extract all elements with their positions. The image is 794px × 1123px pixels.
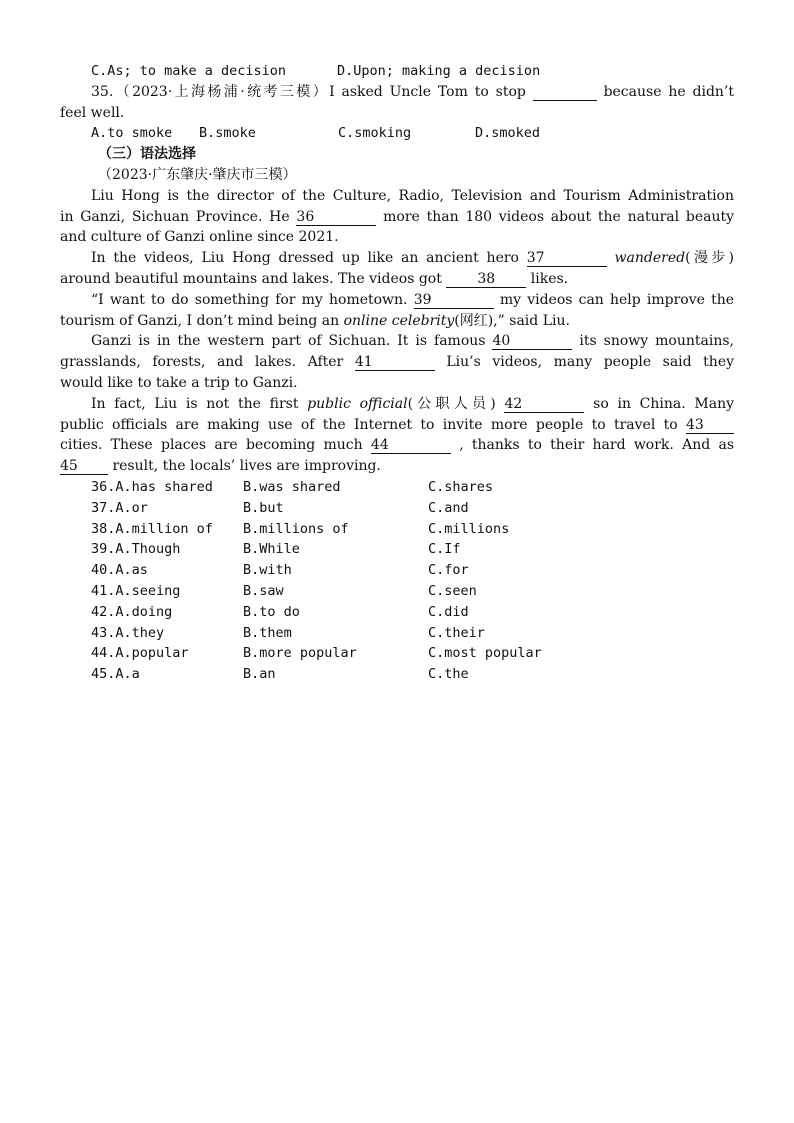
- q35-option-d: D.smoked: [475, 125, 541, 142]
- option-a: 38.A.million of: [91, 520, 213, 537]
- passage-line: “I want to do something for my hometown. 39 my videos can help improve the: [91, 291, 735, 308]
- section-title: （三）语法选择: [98, 146, 196, 163]
- option-a: 39.A.Though: [91, 541, 181, 558]
- q35-option-c: C.smoking: [338, 125, 412, 142]
- option-b: B.but: [243, 499, 284, 516]
- section-source: （2023·广东肇庆·肇庆市三模）: [98, 166, 297, 183]
- passage: [60, 186, 734, 477]
- q34-option-d: D.Upon; making a decision: [337, 63, 541, 79]
- blank-44: 44: [371, 438, 451, 454]
- passage-line: cities. These places are becoming much 44 , thanks to their hard work. And as: [60, 437, 735, 454]
- option-c: C.and: [428, 499, 469, 516]
- option-row: [60, 560, 734, 581]
- option-b: B.to do: [243, 603, 300, 620]
- blank-41: 41: [355, 355, 435, 371]
- q35-stem-cont: feel well.: [60, 104, 125, 121]
- option-b: B.with: [243, 562, 292, 579]
- option-row: [60, 623, 734, 644]
- option-b: B.While: [243, 541, 300, 558]
- blank-36: 36: [296, 210, 376, 226]
- option-a: 42.A.doing: [91, 603, 173, 620]
- option-c: C.seen: [428, 582, 477, 599]
- option-c: C.most popular: [428, 645, 542, 662]
- option-b: B.was shared: [243, 478, 341, 495]
- passage-line: would like to take a trip to Ganzi.: [60, 374, 298, 391]
- blank-37: 37: [527, 251, 607, 267]
- passage-line: In fact, Liu is not the first public official(公职人员) 42 so in China. Many: [91, 395, 734, 412]
- q35-options: [60, 123, 734, 144]
- worksheet-page: [60, 61, 734, 685]
- passage-line: Liu Hong is the director of the Culture, Radio, Television and Tourism Administration: [91, 187, 734, 204]
- answer-options: [60, 477, 734, 685]
- option-b: B.more popular: [243, 645, 357, 662]
- option-c: C.their: [428, 624, 485, 641]
- blank-40: 40: [492, 334, 572, 350]
- option-row: [60, 539, 734, 560]
- blank-39: 39: [414, 293, 494, 309]
- option-b: B.them: [243, 624, 292, 641]
- option-c: C.the: [428, 666, 469, 683]
- option-c: C.for: [428, 562, 469, 579]
- option-row: [60, 643, 734, 664]
- passage-line: public officials are making use of the Internet to invite more people to travel to 43: [60, 415, 734, 436]
- passage-line: In the videos, Liu Hong dressed up like an ancient hero 37 wandered(漫步): [91, 250, 734, 267]
- option-c: C.If: [428, 541, 461, 558]
- option-b: B.saw: [243, 582, 284, 599]
- option-row: [60, 519, 734, 540]
- passage-line: Ganzi is in the western part of Sichuan. It is famous 40 its snowy mountains,: [91, 333, 734, 350]
- option-row: [60, 602, 734, 623]
- option-c: C.millions: [428, 520, 510, 537]
- blank-42: 42: [504, 397, 584, 413]
- q34-options: [60, 61, 734, 82]
- option-a: 36.A.has shared: [91, 478, 213, 495]
- passage-line: grasslands, forests, and lakes. After 41 Liu’s videos, many people said they: [60, 354, 735, 371]
- option-a: 44.A.popular: [91, 645, 189, 662]
- q35-option-a: A.to smoke: [91, 125, 173, 142]
- option-c: C.did: [428, 603, 469, 620]
- option-row: [60, 581, 734, 602]
- blank-45: 45: [60, 459, 108, 475]
- option-b: B.an: [243, 666, 276, 683]
- passage-line: tourism of Ganzi, I don’t mind being an online celebrity(网红),” said Liu.: [60, 312, 570, 329]
- option-row: [60, 498, 734, 519]
- passage-line: in Ganzi, Sichuan Province. He 36 more than 180 videos about the natural beauty: [60, 208, 735, 225]
- passage-line: 45 result, the locals’ lives are improving.: [60, 458, 381, 475]
- option-a: 43.A.they: [91, 624, 165, 641]
- passage-line: and culture of Ganzi online since 2021.: [60, 229, 339, 246]
- option-a: 37.A.or: [91, 499, 148, 516]
- option-a: 41.A.seeing: [91, 582, 181, 599]
- q35-option-b: B.smoke: [199, 125, 256, 142]
- option-a: 45.A.a: [91, 666, 140, 683]
- blank-38: 38: [446, 272, 526, 288]
- passage-line: around beautiful mountains and lakes. The videos got 38 likes.: [60, 270, 569, 287]
- option-row: [60, 664, 734, 685]
- option-a: 40.A.as: [91, 562, 148, 579]
- option-c: C.shares: [428, 478, 494, 495]
- option-b: B.millions of: [243, 520, 349, 537]
- q34-option-c: C.As; to make a decision: [91, 63, 287, 79]
- q35-blank: [533, 85, 597, 101]
- q35-stem: 35.（2023·上海杨浦·统考三模）I asked Uncle Tom to stop because he didn’t: [91, 83, 734, 100]
- option-row: [60, 477, 734, 498]
- blank-43: 43: [686, 418, 734, 434]
